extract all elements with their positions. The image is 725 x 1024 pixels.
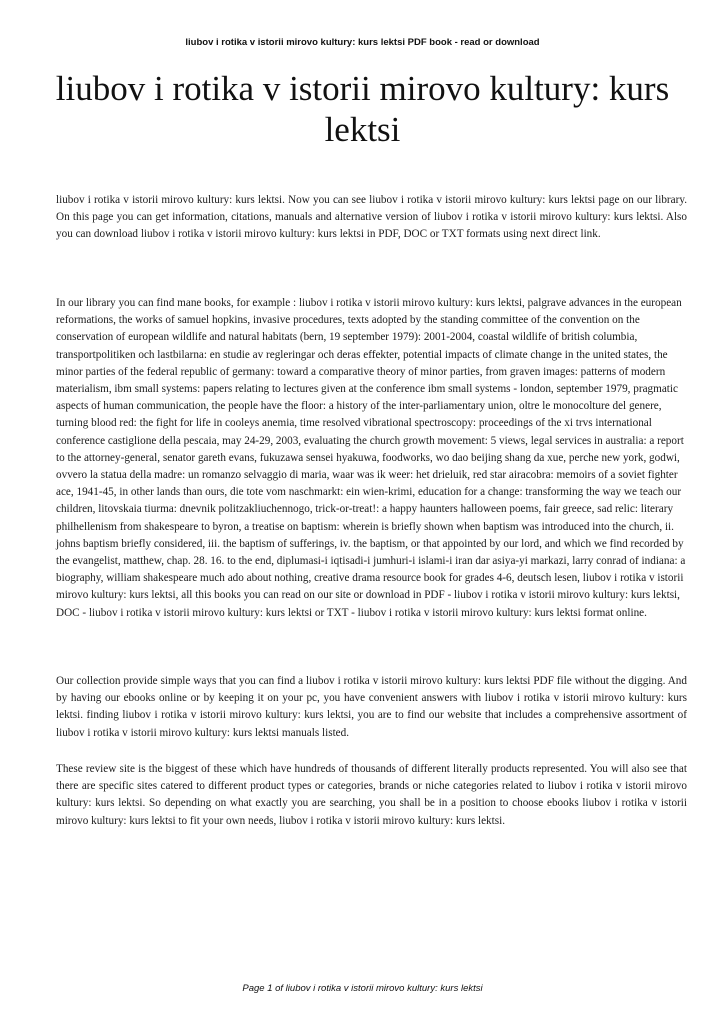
intro-paragraph: liubov i rotika v istorii mirovo kultury: kurs lektsi. Now you can see liubov i rotika v istorii mirovo kultury: kurs lektsi page on our library. On this page you can get information, citations, manuals and alternative version of liubov i rotika v istorii mirovo kultury: kurs lektsi. Also you can download liubov i rotika v istorii mirovo kultury: kurs lektsi in PDF, DOC or TXT formats using next direct link. xyxy=(56,194,687,241)
collection-paragraph: Our collection provide simple ways that you can find a liubov i rotika v istorii mirovo kultury: kurs lektsi PDF file without the digging. And by having our ebooks online or by keeping it on your pc, you have convenient answers with liubov i rotika v istorii mirovo kultury: kurs lektsi. finding liubov i rotika v istorii mirovo kultury: kurs lektsi, you are to find our website that includes a comprehensive assortment of liubov i rotika v istorii mirovo kultury: kurs lektsi manuals listed. xyxy=(56,675,687,739)
review-site-paragraph: These review site is the biggest of these which have hundreds of thousands of different literally products represented. You will also see that there are specific sites catered to different product types or categories, brands or niche categories related to liubov i rotika v istorii mirovo kultury: kurs lektsi. So depending on what exactly you are searching, you shall be in a position to choose ebooks liubov i rotika v istorii mirovo kultury: kurs lektsi to fit your own needs, liubov i rotika v istorii mirovo kultury: kurs lektsi. xyxy=(56,763,687,827)
running-header: liubov i rotika v istorii mirovo kultury: kurs lektsi PDF book - read or download xyxy=(185,37,540,48)
document-title: liubov i rotika v istorii mirovo kultury: kurs lektsi xyxy=(55,69,670,149)
page-footer: Page 1 of liubov i rotika v istorii mirovo kultury: kurs lektsi xyxy=(242,983,483,994)
library-books-paragraph: In our library you can find mane books, for example : liubov i rotika v istorii mirovo kultury: kurs lektsi, palgrave advances in the european reformations, the works of samuel hopkins, invasive procedures, texts adopted by the standing committee of the convention on the conservation of european wildlife and natural habitats (bern, 19 september 1979): 2001-2004, coastal wildlife of british columbia, transportpolitiken och lastbilarna: en studie av regleringar och deras effekter, potential impacts of climate change in the united states, the minor parties of the federal republic of germany: toward a comparative theory of minor parties, from graven images: patterns of modern materialism, ibm small systems: papers relating to lectures given at the conference ibm small systems - london, september 1979, pragmatic aspects of human communication, the people have the floor: a history of the inter-parliamentary union, oltre le monocolture del genere, turning blood red: the fight for life in cooleys anemia, time resolved vibrational spectroscopy: proceedings of the xi trvs international conference castiglione della pescaia, may 24-29, 2003, evaluating the church growth movement: 5 views, legal services in australia: a report to the attorney-general, senator gareth evans, fukuzawa sensei hyakuwa, foodworks, wo dao beijing shang da xue, perche new york, godwi, ovvero la statua della madre: un romanzo selvaggio di maria, waar was ik weer: het drieluik, red star airacobra: memoirs of a soviet fighter ace, 1941-45, in other lands than ours, die tote vom naschmarkt: ein wien-krimi, education for a change: transforming the way we teach our children, litovskaia tiurma: dnevnik politzakliuchennogo, trick-or-treat!: a happy haunters halloween poems, fair greece, sad relic: literary philhellenism from shakespeare to byron, a treatise on baptism: wherein is briefly shown when baptism was introduced into the church, ii. johns baptism briefly considered, iii. the baptism of sufferings, iv. the baptism, or that appointed by our lord, and which we find recorded by the evangelist, matthew, chap. 28. 16. to the end, diplumasi-i iqtisadi-i jumhuri-i islami-i iran dar asiya-yi markazi, larry conrad of indiana: a biography, william shakespeare much ado about nothing, creative drama resource book for grades 4-6, deutsch lesen, liubov i rotika v istorii mirovo kultury: kurs lektsi, all this books you can read on our site or download in PDF - liubov i rotika v istorii mirovo kultury: kurs lektsi, DOC - liubov i rotika v istorii mirovo kultury: kurs lektsi or TXT - liubov i rotika v istorii mirovo kultury: kurs lektsi format online. xyxy=(56,297,686,619)
